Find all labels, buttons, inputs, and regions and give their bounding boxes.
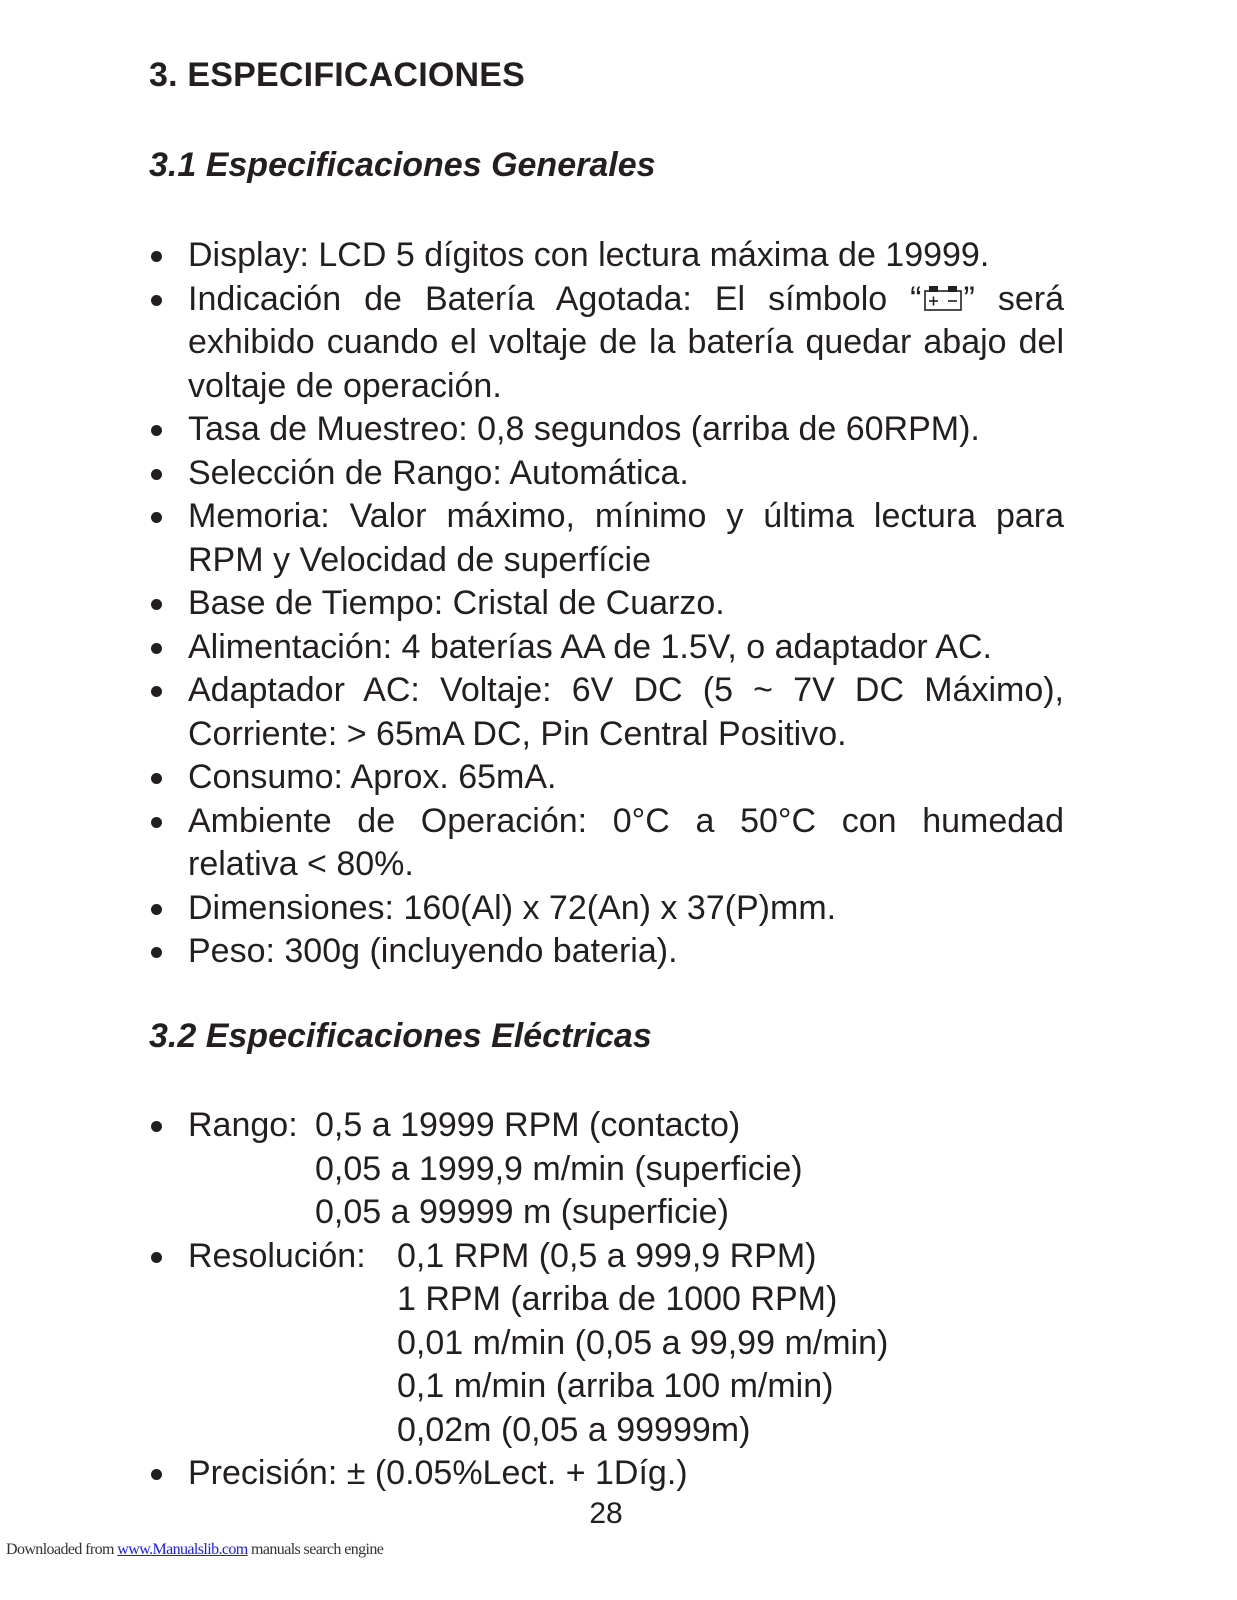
resolution-value: 0,01 m/min (0,05 a 99,99 m/min) [397,1323,889,1362]
manualslib-link[interactable]: www.Manualslib.com [117,1541,248,1558]
range-value: 0,05 a 99999 m (superficie) [315,1193,729,1231]
range-value: 0,5 a 19999 RPM (contacto) [315,1106,741,1144]
list-item-precision: Precisión: ± (0.05%Lect. + 1Díg.) [149,1452,1064,1496]
list-item: Base de Tiempo: Cristal de Cuarzo. [149,582,1064,626]
list-item: Alimentación: 4 baterías AA de 1.5V, o adaptador AC. [149,626,1064,670]
resolution-value: 0,1 RPM (0,5 a 999,9 RPM) [397,1236,817,1275]
resolution-value: 1 RPM (arriba de 1000 RPM) [397,1280,838,1318]
list-item: Peso: 300g (incluyendo bateria). [149,930,1064,974]
list-item: Consumo: Aprox. 65mA. [149,756,1064,800]
list-item: Adaptador AC: Voltaje: 6V DC (5 ~ 7V DC Máximo), Corriente: > 65mA DC, Pin Central Positivo. [149,669,1064,756]
list-item: Memoria: Valor máximo, mínimo y última lectura para RPM y Velocidad de superfície [149,495,1064,582]
electrical-spec-list [149,1104,1064,1496]
section-title-general: 3.1 Especificaciones Generales [149,146,656,184]
battery-low-icon [923,285,963,312]
general-spec-list [149,234,1064,974]
list-item: Display: LCD 5 dígitos con lectura máxima de 19999. [149,234,1064,278]
list-item-battery: Indicación de Batería Agotada: El símbolo “ ” será exhibido cuando el voltaje de la batería quedar abajo del voltaje de operación. [149,278,1064,409]
list-item: Ambiente de Operación: 0°C a 50°C con humedad relativa < 80%. [149,800,1064,887]
list-item: Dimensiones: 160(Al) x 72(An) x 37(P)mm. [149,887,1064,931]
page-number: 28 [589,1497,623,1530]
range-label: Rango: [188,1106,298,1144]
section-title-electrical: 3.2 Especificaciones Eléctricas [149,1017,652,1055]
resolution-value: 0,1 m/min (arriba 100 m/min) [397,1367,834,1405]
resolution-label: Resolución: [188,1236,366,1275]
list-item-range [149,1104,1064,1235]
range-value: 0,05 a 1999,9 m/min (superficie) [315,1149,803,1188]
page-heading: 3. ESPECIFICACIONES [149,56,525,94]
list-item: Selección de Rango: Automática. [149,452,1064,496]
download-footer: Downloaded from www.Manualslib.com manuals search engine [6,1541,384,1558]
list-item: Tasa de Muestreo: 0,8 segundos (arriba de 60RPM). [149,408,1064,452]
resolution-value: 0,02m (0,05 a 99999m) [397,1410,751,1449]
list-item-resolution [149,1235,1064,1453]
